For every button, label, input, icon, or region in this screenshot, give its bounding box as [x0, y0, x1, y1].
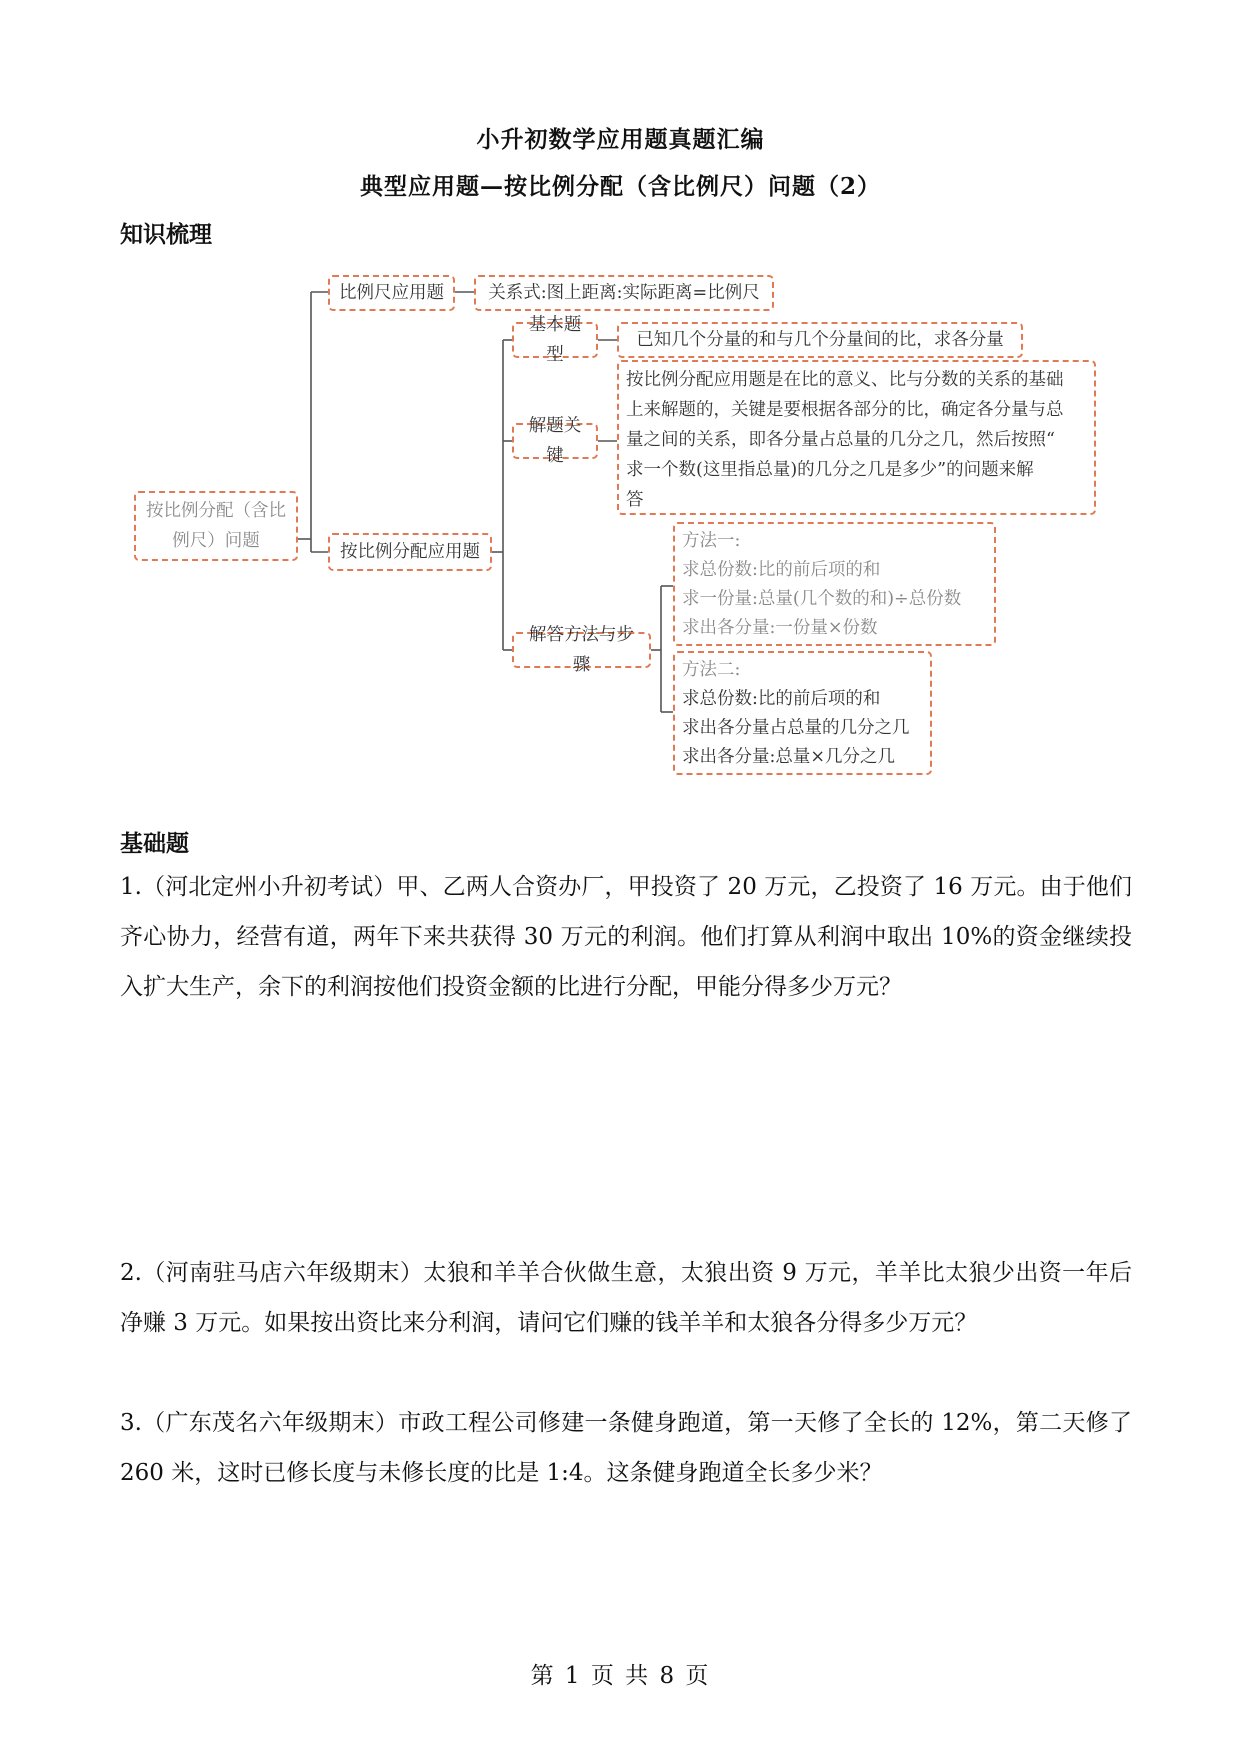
page-footer: 第 1 页 共 8 页 [530, 1663, 711, 1689]
mindmap-key-line: 按比例分配应用题是在比的意义、比与分数的关系的基础 [626, 370, 1064, 390]
mindmap-root-line: 按比例分配（含比 [146, 501, 286, 521]
mindmap-method-one-line: 求总份数:比的前后项的和 [682, 560, 881, 580]
mindmap-method-one [673, 522, 996, 646]
mindmap-key-line: 上来解题的，关键是要根据各部分的比，确定各分量与总 [626, 400, 1064, 420]
mindmap-key-text [617, 360, 1096, 515]
question-1: 1.（河北定州小升初考试）甲、乙两人合资办厂，甲投资了 20 万元，乙投资了 16 万元。由于他们齐心协力，经营有道，两年下来共获得 30 万元的利润。他们打算从利润中取出 10%的资金继续投入扩大生产，余下的利润按他们投资金额的比进行分配，甲能分得多少万元？ [120, 874, 1132, 1000]
mindmap-method-one-line: 方法一: [682, 531, 741, 551]
mindmap-method-two-line: 求出各分量占总量的几分之几 [682, 718, 910, 738]
mindmap-method-two-line: 求出各分量:总量×几分之几 [682, 747, 896, 767]
question-2: 2.（河南驻马店六年级期末）太狼和羊羊合伙做生意，太狼出资 9 万元，羊羊比太狼少出资一年后净赚 3 万元。如果按出资比来分利润，请问它们赚的钱羊羊和太狼各分得多少万元？ [120, 1260, 1132, 1336]
document-subtitle: 典型应用题—按比例分配（含比例尺）问题（2） [359, 173, 881, 200]
mindmap-key-line: 求一个数(这里指总量)的几分之几是多少”的问题来解 [626, 460, 1034, 480]
mindmap-root-line: 例尺）问题 [172, 531, 260, 551]
section-basic: 基础题 [120, 830, 189, 857]
section-knowledge: 知识梳理 [120, 221, 212, 248]
mindmap-scale-node: 比例尺应用题 [328, 275, 455, 311]
question-3: 3.（广东茂名六年级期末）市政工程公司修建一条健身跑道，第一天修了全长的 12%，第二天修了 260 米，这时已修长度与未修长度的比是 1:4。这条健身跑道全长多少米？ [120, 1410, 1132, 1486]
mindmap-basic-type-node: 基本题型 [512, 322, 598, 358]
mindmap-key-line: 答 [626, 490, 644, 510]
knowledge-mindmap [0, 0, 1241, 800]
mindmap-method-two-line: 方法二: [682, 660, 741, 680]
mindmap-key-node: 解题关键 [512, 423, 598, 459]
mindmap-method-one-line: 求一份量:总量(几个数的和)÷总份数 [682, 589, 962, 609]
mindmap-method-one-line: 求出各分量:一份量×份数 [682, 618, 878, 638]
mindmap-root-node [134, 491, 298, 561]
mindmap-basic-type-text: 已知几个分量的和与几个分量间的比，求各分量 [617, 322, 1023, 358]
mindmap-proportion-node: 按比例分配应用题 [328, 533, 492, 571]
mindmap-method-two [673, 651, 932, 775]
document-title: 小升初数学应用题真题汇编 [476, 126, 765, 153]
mindmap-method-node: 解答方法与步骤 [512, 632, 651, 668]
mindmap-key-line: 量之间的关系，即各分量占总量的几分之几，然后按照“ [626, 430, 1055, 450]
mindmap-method-two-line: 求总份数:比的前后项的和 [682, 689, 881, 709]
mindmap-scale-formula: 关系式:图上距离:实际距离=比例尺 [474, 275, 774, 311]
